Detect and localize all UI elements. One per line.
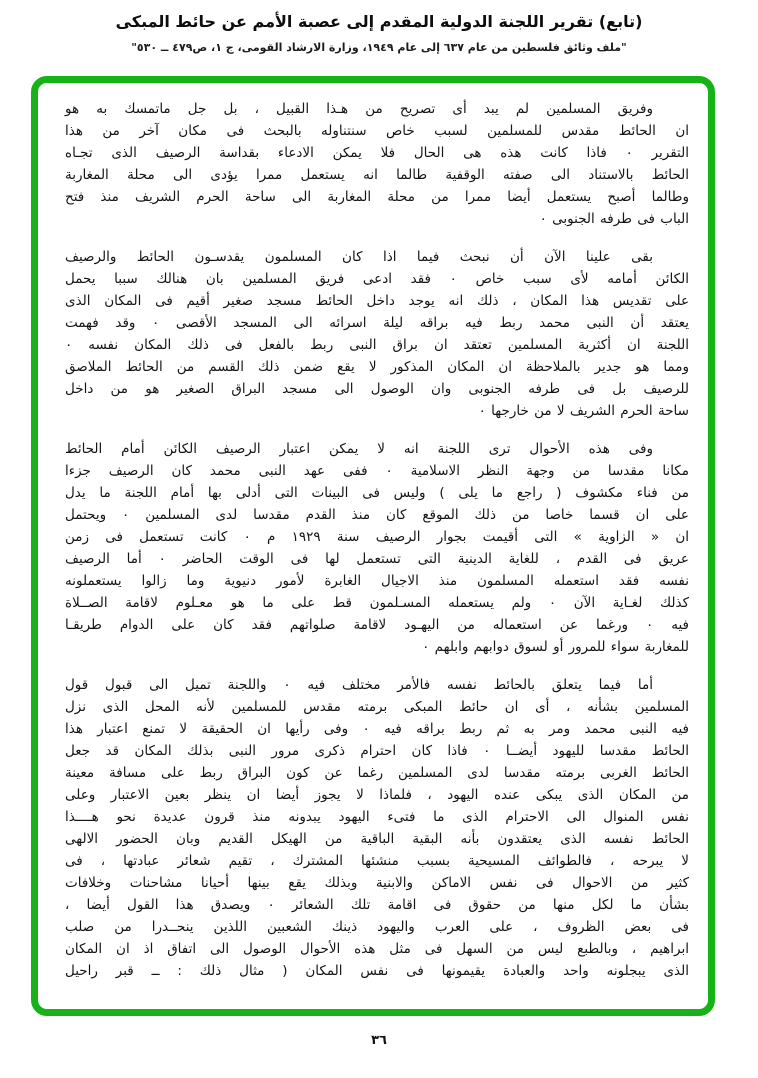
document-title: (تابع) تقرير اللجنة الدولية المقدم إلى عصبة الأمم عن حائط المبكى bbox=[115, 12, 643, 31]
page-number: ٣٦ bbox=[371, 1033, 387, 1048]
text-line: ان الحائط مقدس للمسلمين لسبب خاص سنتناوله بالبحث فى مكان آخر من هذا bbox=[65, 123, 689, 139]
text-line: بقى علينا الآن أن نبحث فيما اذا كان المسلمون يقدسـون الحائط والرصيف bbox=[65, 249, 653, 265]
text-line: وفريق المسلمين لم يبد أى تصريح من هـذا القبيل ، بل جل ماتمسك به هو bbox=[65, 101, 653, 117]
text-line: على تقديس هذا المكان ، ذلك انه يوجد داخل الحائط مسجد صغير أقيم فى المكان الذى bbox=[65, 293, 689, 309]
text-line: نفس المنوال الى الاحترام الذى ما فتىء اليهود يبدونه منذ قرون عديدة نحو هــــذا bbox=[65, 809, 689, 825]
text-line: فيه النبى محمد ومر به ثم ربط براقه فيه ٠ وفى رأيها ان الحقيقة لا تمنع اعتبار هذا bbox=[65, 721, 689, 737]
text-line: ومما هو جدير بالملاحظة ان المكان المذكور لا يقع ضمن ذلك القسم من الحائط الملاصق bbox=[65, 359, 689, 375]
text-line: كثير من الاحوال فى نفس الاماكن والابنية وبذلك يقع بينها أحيانا مشاحنات وخلافات bbox=[65, 875, 689, 891]
text-line: المسلمين بشأنه ، أى ان حائط المبكى برمته مقدس للمسلمين لأنه المحل الذى نزل bbox=[65, 699, 689, 715]
paragraph-2 bbox=[65, 246, 689, 422]
text-line: من المكان الذى يبكى عنده اليهود ، فلماذا لا يجوز أيضا ان ينظر بعين الاعتبار وعلى bbox=[65, 787, 689, 803]
text-line: اللجنة ان أكثرية المسلمين تعتقد ان براق النبى ربط بالفعل فى ذلك المكان نفسه ٠ bbox=[65, 337, 689, 353]
text-line: الحائط نفسه الذى يعتقدون بأنه البقية الباقية من الهيكل القديم وبان الحضور الالهى bbox=[65, 831, 689, 847]
document-header bbox=[0, 12, 758, 54]
text-line: الباب فى طرفه الجنوبى ٠ bbox=[539, 211, 689, 227]
text-line: بشأن ما لكل منها من حقوق فى اقامة تلك الشعائر ٠ ويصدق هذا القول أيضا ، bbox=[65, 897, 689, 913]
text-line: عريق فى القدم ، للغاية الدينية التى تستعمل لها فى الوقت الحاضر ٠ أما الرصيف bbox=[65, 551, 689, 567]
paragraph-4 bbox=[65, 674, 689, 982]
text-line: للمغاربة سواء للمرور أو لسوق دوابهم وابلهم ٠ bbox=[422, 639, 689, 655]
text-line: فيه ٠ ورغما عن استعماله من اليهـود لاقامة صلواتهم فقد كان على الدوام طريقـا bbox=[65, 617, 689, 633]
paragraph-1 bbox=[65, 98, 689, 230]
text-line: الحائط الغربى برمته مقدسا لدى المسلمين رغما عن كون البراق ربط على مسافة معينة bbox=[65, 765, 689, 781]
paragraph-3 bbox=[65, 438, 689, 658]
text-line: ان « الزاوية » التى أقيمت بجوار الرصيف سنة ١٩٢٩ م ٠ كانت تستعمل فى زمن bbox=[65, 529, 690, 545]
text-line: كذلك لغـاية الآن ٠ ولم يستعمله المسـلمون قط على ما هو معـلوم لاقامة الصــلاة bbox=[65, 595, 689, 611]
text-line: الكائن أمامه لأى سبب خاص ٠ فقد ادعى فريق المسلمين بان هنالك سببا يحمل bbox=[65, 271, 689, 287]
text-line: وفى هذه الأحوال ترى اللجنة انه لا يمكن اعتبار الرصيف الكائن أمام الحائط bbox=[65, 441, 653, 457]
text-line: وطالما أصبح يستعمل أيضا ممرا من محلة المغاربة الى ساحة الحرم الشريف منذ فتح bbox=[65, 189, 689, 205]
page-border-frame bbox=[31, 76, 715, 1016]
text-line: لا يبرحه ، فالطوائف المسيحية بسبب منشئها المشترك ، تقيم شعائر عبادتها ، فى bbox=[65, 853, 689, 869]
text-line: نفسه فقد استعمله المسلمون منذ الاجيال الغابرة لأمور دنيوية وما زالوا يستعملونه bbox=[65, 573, 689, 589]
text-line: للرصيف بل فى طرفه الجنوبى وان الوصول الى مسجد البراق الصغير هو من داخل bbox=[65, 381, 689, 397]
text-line: الحائط بالاستناد الى صفته الوقفية طالما انه يستعمل ممرا يؤدى الى محلة المغاربة bbox=[65, 167, 689, 183]
text-line: فى بعض الظروف ، على العرب واليهود ذينك الشعبين اللذين ينحــدرا من صلب bbox=[65, 919, 689, 935]
text-line: مكانا مقدسا من وجهة النظر الاسلامية ٠ ففى عهد النبى محمد كان الرصيف جزءا bbox=[65, 463, 689, 479]
text-line: من فناء مكشوف ( راجع ما يلى ) وليس فى البينات التى أدلى بها أمام اللجنة ما يدل bbox=[65, 485, 689, 501]
text-line: ابراهيم ، وبالطبع ليس من السهل فى مثل هذه الأحوال الوصول الى اتفاق اذ ان المكان bbox=[65, 941, 689, 957]
text-line: على ان قسما خاصا من ذلك الموقع كان منذ القدم مقدسا لدى المسلمين ٠ ويحتمل bbox=[65, 507, 689, 523]
text-line: ساحة الحرم الشريف لا من خارجها ٠ bbox=[478, 403, 689, 419]
text-line: أما فيما يتعلق بالحائط نفسه فالأمر مختلف فيه ٠ واللجنة تميل الى قبول قول bbox=[65, 677, 653, 693]
text-line: الحائط مقدسا لليهود أيضــا ٠ فاذا كان احترام ذكرى مرور النبى بذلك المكان قد جعل bbox=[65, 743, 689, 759]
text-line: الذى يبجلونه واحد والعبادة يقيمونها فى نفس المكان ( مثال ذلك : ــ قبر راحيل bbox=[65, 963, 689, 979]
text-line: التقرير ٠ فاذا كانت هذه هى الحال فلا يمكن الادعاء بقداسة الرصيف الذى تجـاه bbox=[65, 145, 689, 161]
source-citation: "ملف وثائق فلسطين من عام ٦٣٧ إلى عام ١٩٤٩، وزارة الارشاد القومى، ج ١، ص٤٧٩ ــ ٥٣٠" bbox=[131, 41, 627, 54]
text-line: يعتقد أن النبى محمد ربط فيه براقه ليلة اسرائه الى المسجد الأقصى ٠ وقد فهمت bbox=[65, 315, 689, 331]
